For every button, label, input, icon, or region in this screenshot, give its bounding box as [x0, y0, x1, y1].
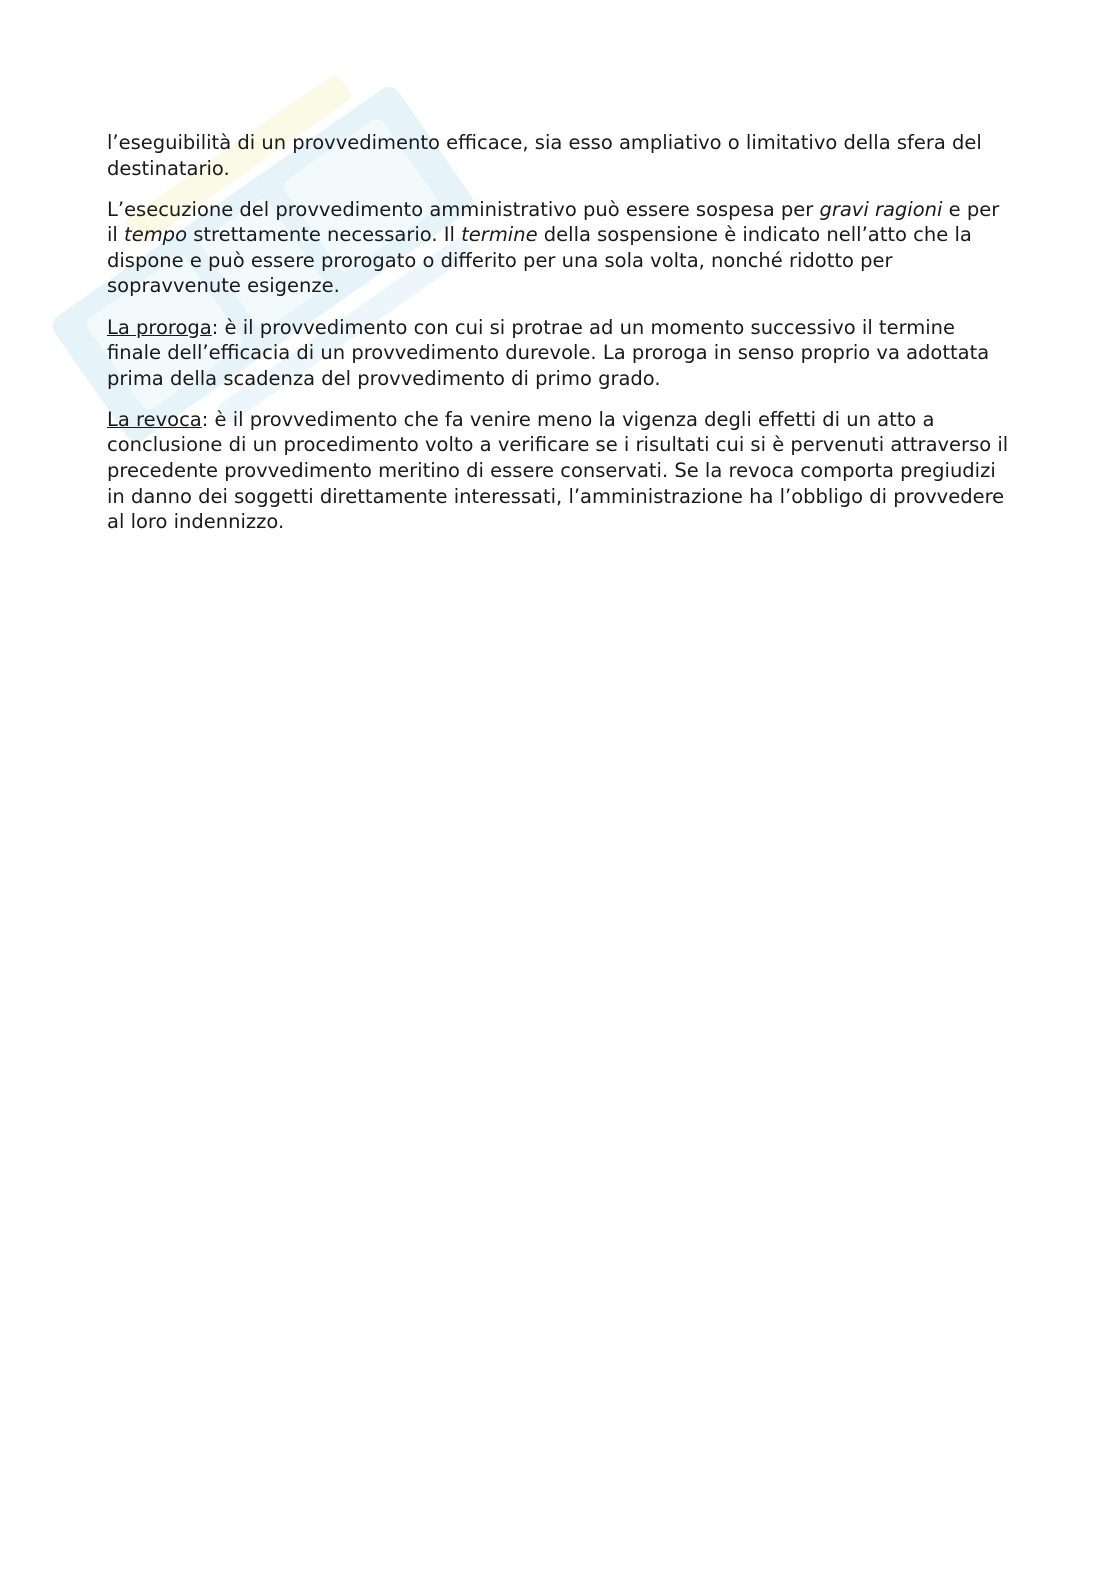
- term-proroga: La proroga: [107, 315, 212, 339]
- text-run: e per il: [107, 197, 1000, 247]
- definition-revoca: : è il provvedimento che fa venire meno la vigenza degli effetti di un atto a conclusione di un procedimento volto a verificare se i risultati cui si è pervenuti attraverso il precedente provvedimento meritino di essere conservati. Se la revoca comporta pregiudizi in danno dei soggetti direttamente interessati, l’amministrazione ha l’obbligo di provvedere al loro indennizzo.: [107, 407, 1009, 534]
- paragraph-intro-text: l’eseguibilità di un provvedimento efficace, sia esso ampliativo o limitativo della sfera del destinatario.: [107, 131, 982, 180]
- text-run: strettamente necessario. Il: [187, 223, 462, 247]
- emphasis-gravi-ragioni: gravi ragioni: [819, 197, 943, 221]
- paragraph-sospensione: [107, 197, 1012, 299]
- paragraph-revoca: [107, 407, 1012, 535]
- term-revoca: La revoca: [107, 407, 202, 431]
- text-run: della sospensione è indicato nell’atto che la dispone e può essere prorogato o differito per una sola volta, nonché ridotto per sopravvenute esigenze.: [107, 223, 972, 298]
- document-body: [107, 130, 1012, 550]
- definition-proroga: : è il provvedimento con cui si protrae ad un momento successivo il termine finale dell’efficacia di un provvedimento durevole. La proroga in senso proprio va adottata prima della scadenza del provvedimento di primo grado.: [107, 315, 990, 390]
- text-run: L’esecuzione del provvedimento amministrativo può essere sospesa per: [107, 197, 820, 221]
- emphasis-termine: termine: [461, 223, 538, 247]
- emphasis-tempo: tempo: [124, 223, 187, 247]
- paragraph-proroga: [107, 315, 1012, 392]
- paragraph-intro: [107, 130, 1012, 181]
